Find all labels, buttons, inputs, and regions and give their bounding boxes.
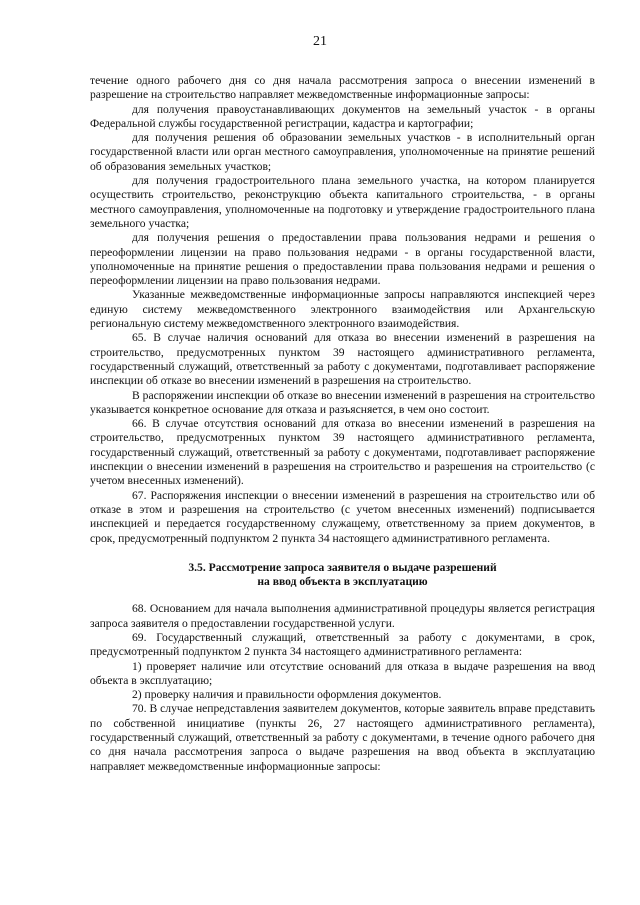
paragraph: для получения решения об образовании земельных участков - в исполнительный орган государственной власти или орган местного самоуправления, уполномоченные на принятие решений об образования земельных участков; — [90, 131, 595, 173]
paragraph: Указанные межведомственные информационные запросы направляются инспекцией через единую систему межведомственного электронного взаимодействия или Архангельскую региональную систему межведомственного электронного взаимодействия. — [90, 288, 595, 331]
paragraph: для получения правоустанавливающих документов на земельный участок - в органы Федеральной службы государственной регистрации, кадастра и картографии; — [90, 102, 595, 130]
page-number: 21 — [313, 34, 327, 49]
paragraph: течение одного рабочего дня со дня начала рассмотрения запроса о внесении изменений в разрешение на строительство направляет межведомственные информационные запросы: — [90, 74, 595, 102]
document-body — [90, 74, 595, 774]
paragraph: 2) проверку наличия и правильности оформления документов. — [132, 688, 442, 702]
paragraph: 68. Основанием для начала выполнения административной процедуры является регистрация запроса заявителя о предоставлении государственной услуги. — [90, 602, 595, 630]
paragraph: 66. В случае отсутствия оснований для отказа во внесении изменений в разрешения на строительство, предусмотренных пунктом 39 настоящего административного регламента, государственный служащий, ответственный за работу с документами, подготавливает распоряжение инспекции о внесении изменений в разрешения на строительство и разрешения на строительство (с учетом внесенных изменений). — [90, 417, 595, 488]
paragraph: В распоряжении инспекции об отказе во внесении изменений в разрешения на строительство указывается конкретное основание для отказа и разъясняется, в чем оно состоит. — [90, 388, 595, 416]
paragraph: 67. Распоряжения инспекции о внесении изменений в разрешения на строительство или об отказе в этом и разрешения на строительство (с учетом внесенных изменений) подписывается инспекцией и передается государственному служащему, ответственному за прием документов, в срок, предусмотренный подпунктом 2 пункта 34 настоящего административного регламента. — [90, 488, 595, 545]
section-heading — [90, 561, 595, 590]
paragraph: для получения градостроительного плана земельного участка, на котором планируется осуществить строительство, реконструкцию объекта капитального строительства, - в органы местного самоуправления, уполномоченные на подготовку и утверждение градостроительного плана земельного участка; — [90, 174, 595, 230]
paragraph: 65. В случае наличия оснований для отказа во внесении изменений в разрешения на строительство, предусмотренных пунктом 39 настоящего административного регламента, государственный служащий, ответственный за работу с документами, подготавливает распоряжение инспекции об отказе во внесении изменений в разрешения на строительство. — [90, 331, 595, 388]
paragraph: 70. В случае непредставления заявителем документов, которые заявитель вправе представить по собственной инициативе (пункты 26, 27 настоящего административного регламента), государственный служащий, ответственный за работу с документами, в течение одного рабочего дня со дня начала рассмотрения запроса о выдаче разрешения на ввод объекта в эксплуатацию направляет межведомственные информационные запросы: — [90, 702, 595, 773]
section-heading-line-1: 3.5. Рассмотрение запроса заявителя о выдаче разрешений — [188, 560, 497, 574]
paragraph: 69. Государственный служащий, ответственный за работу с документами, в срок, предусмотренный подпунктом 2 пункта 34 настоящего административного регламента: — [90, 630, 595, 659]
section-heading-line-2: на ввод объекта в эксплуатацию — [257, 575, 428, 589]
paragraph: 1) проверяет наличие или отсутствие оснований для отказа в выдаче разрешения на ввод объекта в эксплуатацию; — [90, 659, 595, 687]
paragraphs-after-heading — [90, 602, 595, 774]
paragraph: для получения решения о предоставлении права пользования недрами и решения о переоформлении лицензии на право пользования недрами - в органы государственной власти, уполномоченные на принятие решения о предоставлении права пользования недрами и решения о переоформлении лицензии на право пользования недрами. — [90, 231, 595, 288]
paragraphs-before-heading — [90, 74, 595, 546]
